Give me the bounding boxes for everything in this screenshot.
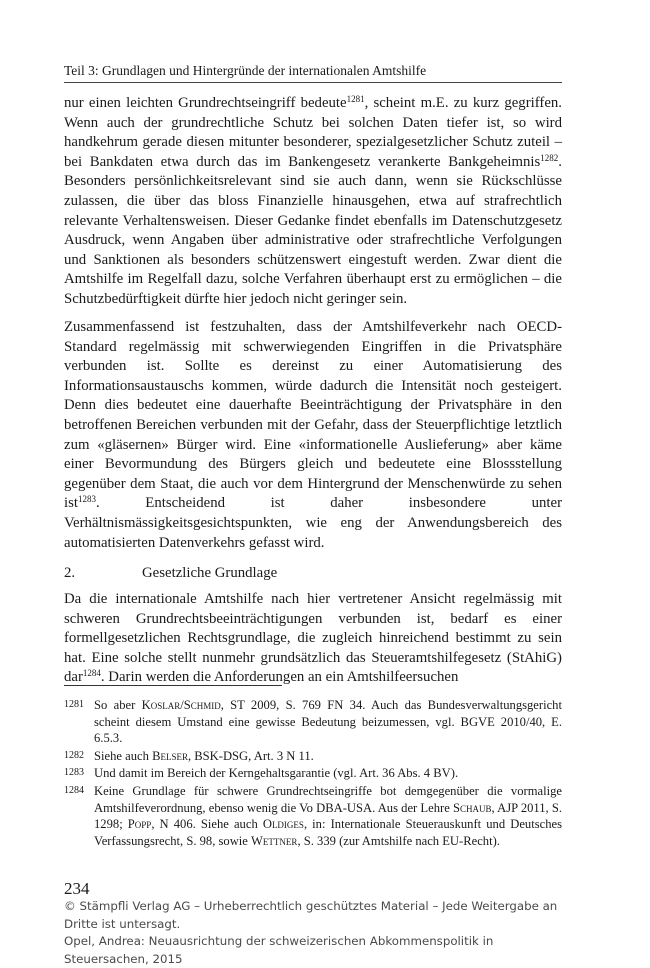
footnote-ref: 1283 bbox=[77, 494, 96, 505]
section-title: Gesetzliche Grundlage bbox=[142, 565, 278, 581]
footnote-number: 1281 bbox=[64, 699, 84, 710]
header-rule bbox=[64, 82, 562, 83]
body-paragraph: nur einen leichten Grundrechtseingriff bedeute$^{1281}$, scheint m.E. zu kurz gegriffen. Wenn auch der grundrechtliche Schutz bei solchen Daten tiefer ist, so wird handkehrum gerade diesen mitunter besonderer, spezialgesetzlicher Schutz zuteil – bei Bankdaten etwa durch das im Bankengesetz verankerte Bankgeheimnis$^{1282}$. Besonders persönlichkeitsrelevant sind sie auch dann, wenn sie Rückschlüsse zulassen, die über das bloss Finanzielle hinausgehen, etwa auf strafrechtlich relevante Verhaltensweisen. Dieser Gedanke findet ebenfalls im Datenschutzgesetz Ausdruck, wenn Angaben über administrative oder strafrechtliche Verfolgungen und Sanktionen als besonders schützenswert eingestuft werden. Zwar dient die Amtshilfe im Regelfall dazu, solche Verfahren überhaupt erst zu ermöglichen – die Schutzbedürftigkeit dürfte hier jedoch nicht geringer sein. bbox=[64, 94, 562, 307]
footnote-ref: 1284 bbox=[82, 668, 101, 679]
copyright-line: © Stämpfli Verlag AG – Urheberrechtlich geschütztes Material – Jede Weitergabe an Dritte ist untersagt. bbox=[64, 899, 558, 931]
footnote-ref: 1282 bbox=[540, 152, 559, 163]
footnote-number: 1284 bbox=[64, 784, 84, 796]
author-name: Belser bbox=[152, 748, 188, 763]
body-paragraph: Zusammenfassend ist festzuhalten, dass der Amtshilfeverkehr nach OECD-Standard regelmässig mit schwerwiegenden Eingriffen in die Privatsphäre verbunden ist. Sollte es dereinst zu einer Automatisierung des Informationsaustauschs kommen, würde dadurch die Intensität noch gesteigert. Denn dies bedeutet eine dauerhafte Beeinträchtigung der Privatsphäre in den betroffenen Bereichen verbunden mit der Gefahr, dass der Steuerpflichtige letztlich zum «gläsernen» Bürger wird. Eine «informationelle Auslieferung» aber käme einer Bevormundung des Bürgers gleich und bedeutete eine Blossstellung gegenüber dem Staat, die auch vor dem Hintergrund der Menschenwürde zu sehen ist$^{1283}$. Entscheidend ist daher insbesondere unter Verhältnismässigkeitsgesichtspunkten, wie eng der Anwendungsbereich des automatisierten Datenverkehrs gefasst wird. bbox=[64, 319, 562, 551]
running-header: Teil 3: Grundlagen und Hintergründe der internationalen Amtshilfe bbox=[64, 63, 427, 78]
footnotes bbox=[64, 697, 562, 850]
page-number: 234 bbox=[64, 879, 90, 898]
author-name: Schaub bbox=[452, 800, 492, 815]
body-paragraph: Da die internationale Amtshilfe nach hier vertretener Ansicht regelmässig mit schweren Grundrechtsbeeinträchtigungen verbunden ist, bedarf es einer formellgesetzlichen Rechtsgrundlage, die zugleich hinreichend bestimmt zu sein hat. Eine solche stellt nunmehr grundsätzlich das Steueramtshilfegesetz (StAhiG) dar$^{1284}$. Darin werden die Anforderungen an ein Amtshilfeersuchen bbox=[64, 591, 562, 686]
author-name: Popp bbox=[127, 817, 152, 832]
footnote-text: Siehe auch Belser, BSK-DSG, Art. 3 N 11. bbox=[94, 748, 314, 763]
footnote-number: 1283 bbox=[64, 767, 84, 779]
citation-line: Opel, Andrea: Neuausrichtung der schweizerischen Abkommenspolitik in Steuersachen, 2015 bbox=[64, 934, 494, 966]
author-name: Wettner bbox=[251, 833, 298, 848]
section-heading bbox=[64, 564, 277, 583]
footnote-rule bbox=[64, 685, 282, 686]
footnote-text: Keine Grundlage für schwere Grundrechtseingriffe bot demgegenüber die vormalige Amtshilfeverordnung, ebenso wenig die Vo DBA-USA. Aus der Lehre Schaub, AJP 2011, S. 1298; Popp, N 406. Siehe auch Oldiges, in: Internationale Steuerauskunft und Deutsches Verfassungsrecht, S. 98, sowie Wettner, S. 339 (zur Amtshilfe nach EU-Recht). bbox=[94, 783, 563, 848]
footnote-text: Und damit im Bereich der Kerngehaltsgarantie (vgl. Art. 36 Abs. 4 BV). bbox=[94, 766, 459, 781]
footnote bbox=[64, 697, 562, 747]
footnote bbox=[64, 765, 562, 782]
section-number: 2. bbox=[64, 565, 76, 581]
footnote-ref: 1281 bbox=[346, 94, 365, 104]
author-name: Koslar/Schmid bbox=[141, 698, 221, 712]
footnote bbox=[64, 783, 562, 849]
footnote bbox=[64, 748, 562, 765]
copyright-notice bbox=[64, 898, 564, 968]
author-name: Oldiges bbox=[262, 817, 304, 832]
footnote-text: So aber Koslar/Schmid, ST 2009, S. 769 FN 34. Auch das Bundesverwaltungsgericht scheint diesem Umstand eine gewisse Bedeutung beizumessen, vgl. BGVE 2010/40, E. 6.5.3. bbox=[94, 698, 562, 746]
footnote-number: 1282 bbox=[64, 749, 84, 761]
